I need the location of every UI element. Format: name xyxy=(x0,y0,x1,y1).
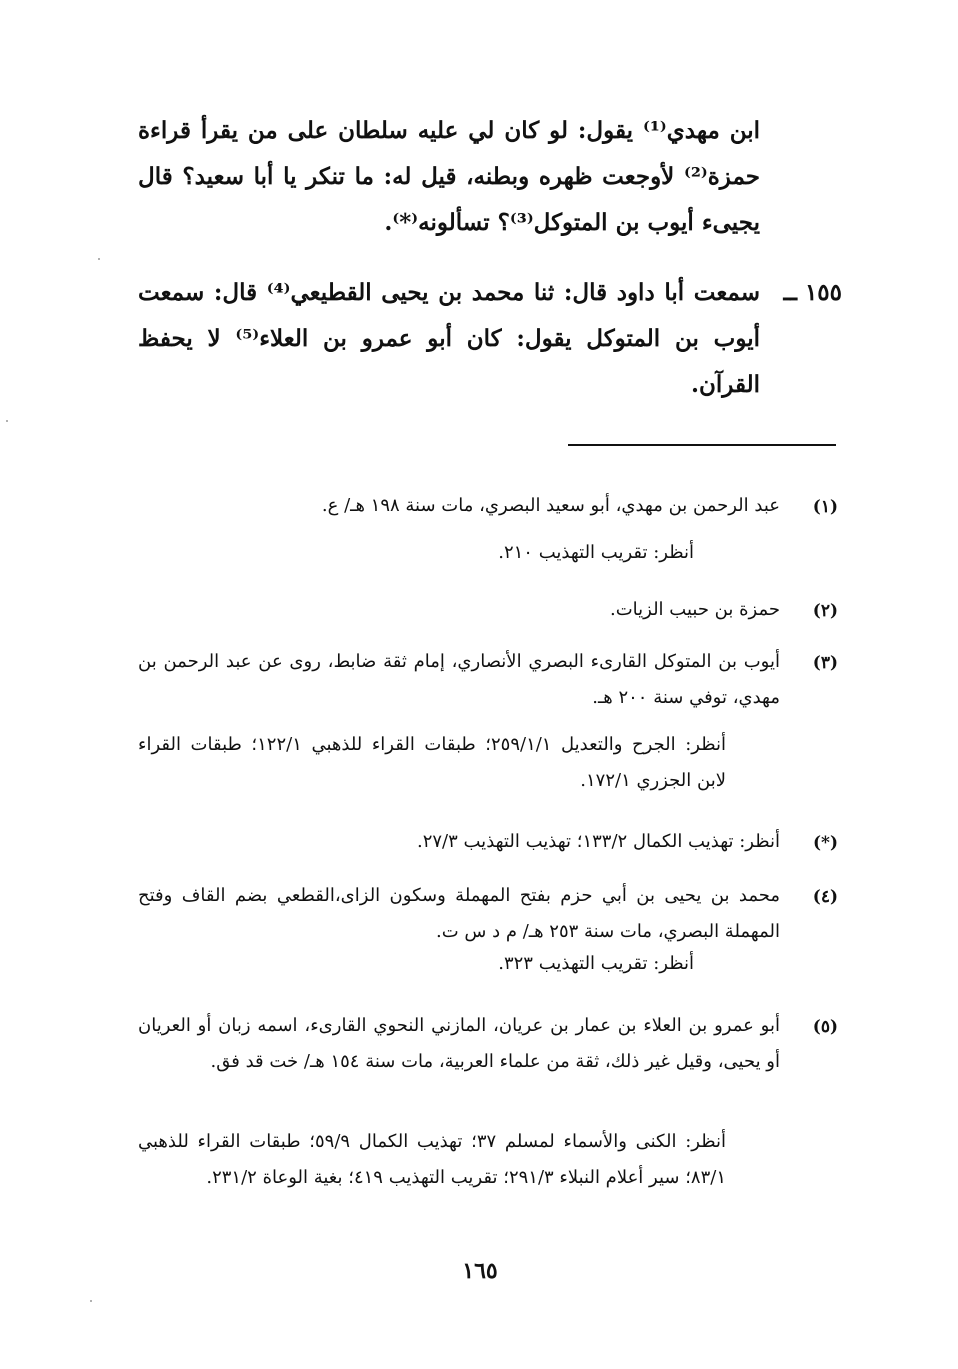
scan-speck xyxy=(6,420,8,422)
footnote-separator xyxy=(568,444,836,446)
footnote-ref-3: أنظر: الجرح والتعديل ٢٥٩/١/١؛ طبقات القراء للذهبي ١٢٢/١؛ طبقات القراء لابن الجزري ١٧٢/١. xyxy=(138,734,726,791)
footnote-number-star: (*) xyxy=(813,833,838,853)
scan-speck xyxy=(90,1300,92,1302)
footnote-ref-4: أنظر: تقريب التهذيب ٣٢٣. xyxy=(498,953,694,974)
footnote-text-1: عبد الرحمن بن مهدي، أبو سعيد البصري، مات سنة ١٩٨ هـ/ ع. xyxy=(321,495,780,516)
footnote-number-2: (٢) xyxy=(812,601,838,621)
entry-paragraph: سمعت أبا داود قال: ثنا محمد بن يحيى القطيعي⁽⁴⁾ قال: سمعت أيوب بن المتوكل يقول: كان أبو عمرو بن العلاء⁽⁵⁾ لا يحفظ القرآن. xyxy=(138,279,760,398)
footnote-text-2: حمزة بن حبيب الزيات. xyxy=(609,599,780,620)
page-number: ١٦٥ xyxy=(462,1258,498,1284)
main-paragraph-top: ابن مهدي⁽¹⁾ يقول: لو كان لي عليه سلطان على من يقرأ قراءة حمزة⁽²⁾ لأوجعت ظهره وبطنه، قيل له: ما تنكر يا أبا سعيد؟ قال يجيىء أيوب بن المتوكل⁽³⁾؟ تسألونه⁽*⁾. xyxy=(138,117,760,236)
footnote-number-5: (٥) xyxy=(812,1017,838,1037)
footnote-text-5: أبو عمرو بن العلاء بن عمار بن عريان، المازني النحوي القارىء، اسمه زبان أو العريان أو يحيى، وقيل غير ذلك، ثقة من علماء العربية، مات سنة ١٥٤ هـ/ خت قد فق. xyxy=(138,1015,780,1072)
footnote-number-3: (٣) xyxy=(812,653,838,673)
footnote-text-4: محمد بن يحيى بن أبي حزم بفتح المهملة وسكون الزاى،القطعي بضم القاف وفتح المهملة البصري، مات سنة ٢٥٣ هـ/ م د س ت. xyxy=(138,885,780,942)
entry-number: ١٥٥ ــ xyxy=(783,279,842,306)
footnote-text-star: أنظر: تهذيب الكمال ١٣٣/٢؛ تهذيب التهذيب ٢٧/٣. xyxy=(416,831,780,852)
footnote-number-1: (١) xyxy=(812,497,838,517)
footnote-ref-5: أنظر: الكنى والأسماء لمسلم ٣٧؛ تهذيب الكمال ٥٩/٩؛ طبقات القراء للذهبي ٨٣/١؛ سير أعلام النبلاء ٢٩١/٣؛ تقريب التهذيب ٤١٩؛ بغية الوعاة ٢٣١/٢. xyxy=(138,1131,726,1188)
scan-speck xyxy=(98,258,100,260)
footnote-ref-1: أنظر: تقريب التهذيب ٢١٠. xyxy=(498,542,694,563)
footnote-text-3: أيوب بن المتوكل القارىء البصري الأنصاري، إمام ثقة ضابط، روى عن عبد الرحمن بن مهدي، توفي سنة ٢٠٠ هـ. xyxy=(138,651,780,708)
footnote-number-4: (٤) xyxy=(812,887,838,907)
